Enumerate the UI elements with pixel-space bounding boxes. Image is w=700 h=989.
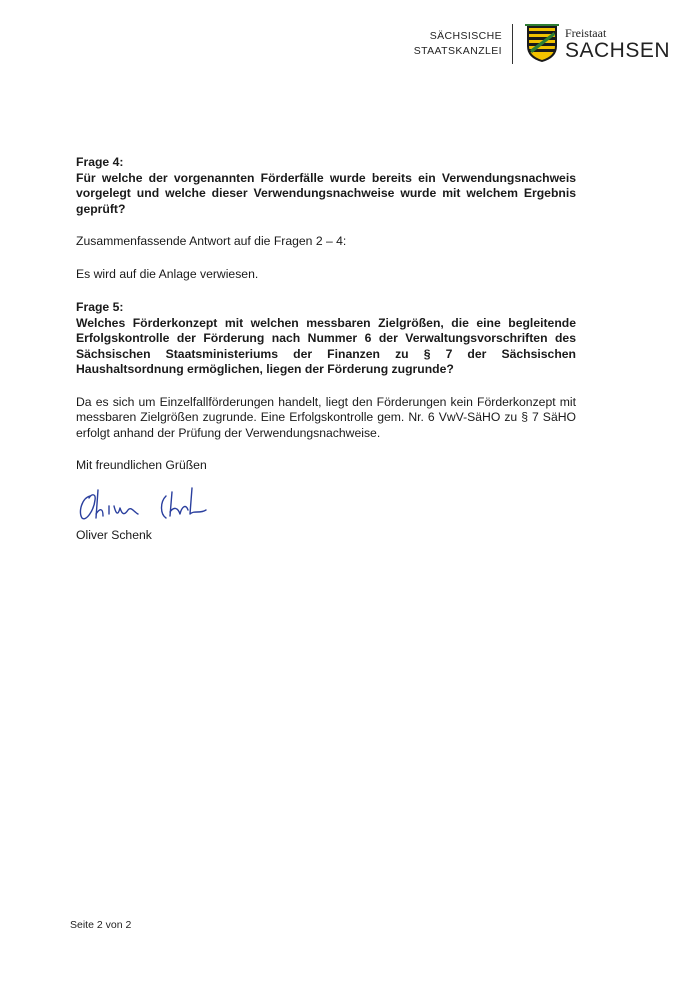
handwritten-signature <box>76 484 226 524</box>
question4-label: Frage 4: <box>76 155 124 169</box>
brand-top: Freistaat <box>564 26 607 40</box>
page-number: Seite 2 von 2 <box>70 919 132 931</box>
brand-main: SACHSEN <box>564 39 670 62</box>
answer5: Da es sich um Einzelfallförderungen handelt, liegt den Förderungen kein Förderkonzept mit messbaren Zielgrößen zugrunde. Eine Erfolgskontrolle gem. Nr. 6 VwV-SäHO zu § 7 SäHO erfolgt anhand der Prüfung der Verwendungsnachweise. <box>76 394 576 440</box>
letterhead <box>414 24 670 64</box>
closing-greeting: Mit freundlichen Grüßen <box>76 458 207 472</box>
saxony-coat-of-arms-icon <box>525 24 559 64</box>
summary-intro: Zusammenfassende Antwort auf die Fragen 2 – 4: <box>76 234 347 248</box>
letter-body <box>76 155 576 544</box>
signer-name: Oliver Schenk <box>76 528 152 542</box>
question4-text: Für welche der vorgenannten Förderfälle wurde bereits ein Verwendungsnachweis vorgelegt und welche dieser Verwendungsnachweise wurde mit welchem Ergebnis geprüft? <box>76 170 576 216</box>
question5-label: Frage 5: <box>76 300 124 314</box>
header-divider <box>512 24 513 64</box>
question5-text: Welches Förderkonzept mit welchen messbaren Zielgrößen, die eine begleitende Erfolgskontrolle der Förderung nach Nummer 6 der Verwaltungsvorschriften des Sächsischen Staatsministeriums der Finanzen zu § 7 der Sächsischen Haushaltsordnung ermöglichen, liegen der Förderung zugrunde? <box>76 315 576 376</box>
office-name <box>414 29 512 59</box>
office-name-line1: SÄCHSISCHE <box>429 30 502 42</box>
answer4: Es wird auf die Anlage verwiesen. <box>76 266 259 281</box>
brand-wordmark <box>565 27 670 61</box>
office-name-line2: STAATSKANZLEI <box>413 45 502 57</box>
